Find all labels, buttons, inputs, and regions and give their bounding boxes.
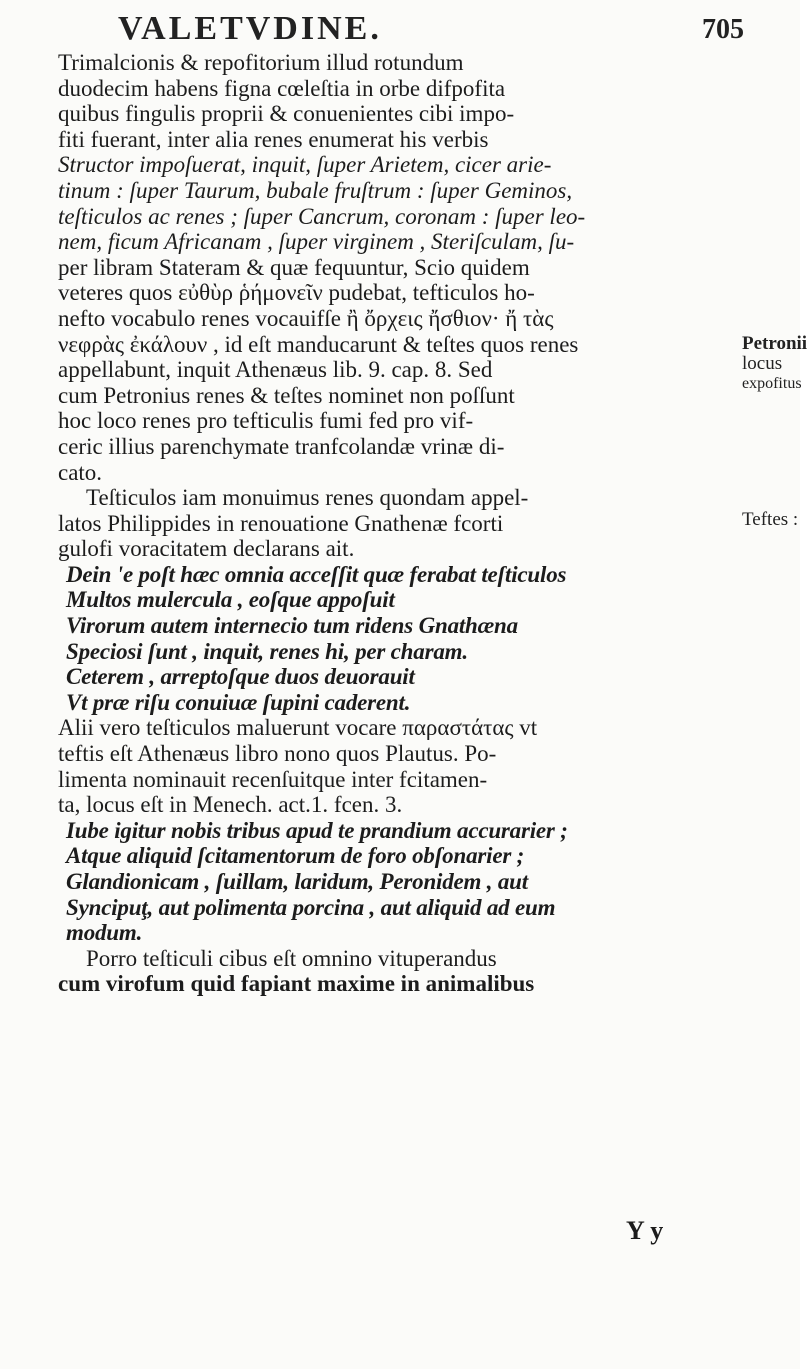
text-line: cum Petronius renes & teſtes nominet non poſſunt — [58, 382, 515, 408]
text-line: nem, ficum Africanam , ſuper virginem , Steriſculam, ſu- — [58, 229, 575, 255]
text-line: teftis eſt Athenæus libro nono quos Plautus. Po- — [58, 741, 497, 767]
text-line: veteres quos εὐθὺρ ῥήμονεῖν pudebat, tefticulos ho- — [58, 280, 535, 306]
catchword: Y y — [626, 1216, 664, 1245]
verse-line: modum. — [66, 920, 143, 946]
marginal-note-line: expofitus — [742, 375, 802, 392]
marginal-note-line: Teftes : — [742, 509, 799, 530]
verse-line: Atque aliquid ſcitamentorum de foro obſonarier ; — [66, 843, 525, 869]
verse-line: Ceterem , arreptoſque duos deuorauit — [66, 664, 415, 690]
running-header — [0, 6, 800, 50]
verse-line: Speciosi ſunt , inquit, renes hi, per charam. — [66, 638, 468, 664]
text-line: fiti fuerant, inter alia renes enumerat his verbis — [58, 126, 489, 152]
marginal-note-testes — [742, 510, 800, 530]
verse-line: Vt præ riſu conuiuæ ſupini caderent. — [66, 689, 411, 715]
verse-line: Iube igitur nobis tribus apud te prandium accurarier ; — [66, 817, 568, 843]
text-line: appellabunt, inquit Athenæus lib. 9. cap. 8. Sed — [58, 357, 493, 383]
text-line: Trimalcionis & repofitorium illud rotundum — [58, 50, 464, 75]
running-title: VALETVDINE. — [118, 10, 382, 47]
text-line: quibus fingulis proprii & conuenientes cibi impo- — [58, 101, 515, 127]
text-line: limenta nominauit recenſuitque inter fcitamen- — [58, 766, 488, 792]
text-line: tinum : ſuper Taurum, bubale fruſtrum : ſuper Geminos, — [58, 177, 573, 203]
text-line: Teſticulos iam monuimus renes quondam appel- — [86, 485, 529, 511]
text-line: per libram Stateram & quæ fequuntur, Scio quidem — [58, 254, 530, 280]
text-line: Structor impoſuerat, inquit, ſuper Arietem, cicer arie- — [58, 152, 552, 178]
text-line: hoc loco renes pro tefticulis fumi fed pro vif- — [58, 408, 474, 434]
verse-line: Glandionicam , ſuillam, laridum, Peronidem , aut — [66, 869, 528, 894]
marginal-note-petronii — [742, 333, 807, 394]
verse-line: Virorum autem internecio tum ridens Gnathæna — [66, 613, 518, 639]
page-number: 705 — [702, 14, 744, 45]
text-line: Alii vero teſticulos maluerunt vocare παραστάτας vt — [58, 715, 538, 741]
text-line: ta, locus eſt in Menech. act.1. fcen. 3. — [58, 792, 403, 818]
marginal-note-line: Petronii — [742, 333, 807, 354]
text-line: nefto vocabulo renes vocauifſe ἢ ὄρχεις ἤσθιον· ἤ τὰς — [58, 305, 554, 331]
verse-line: Dein 'e poſt hæc omnia acceſſit quæ ferabat teſticulos — [66, 561, 567, 587]
text-line: duodecim habens figna cœleſtia in orbe difpofita — [58, 75, 506, 101]
verse-line: Syncipuţ, aut polimenta porcina , aut aliquid ad eum — [66, 894, 556, 920]
text-line: gulofi voracitatem declarans ait. — [58, 536, 355, 562]
text-line: teſticulos ac renes ; ſuper Cancrum, coronam : ſuper leo- — [58, 203, 586, 229]
marginal-note-line: locus — [742, 353, 783, 374]
verse-line: Multos mulercula , eoſque appoſuit — [66, 587, 395, 613]
text-line: Porro teſticuli cibus eſt omnino vituperandus — [86, 945, 497, 971]
text-line: ceric illius parenchymate tranfcolandæ vrinæ di- — [58, 433, 505, 459]
text-line: νεφρὰς ἐκάλουν , id eſt manducarunt & teſtes quos renes — [58, 331, 579, 357]
text-line: cato. — [58, 459, 103, 485]
text-line: cum virofum quid fapiant maxime in animalibus — [58, 971, 535, 997]
text-line: latos Philippides in renouatione Gnathenæ fcorti — [58, 510, 504, 536]
body-text — [58, 50, 738, 997]
